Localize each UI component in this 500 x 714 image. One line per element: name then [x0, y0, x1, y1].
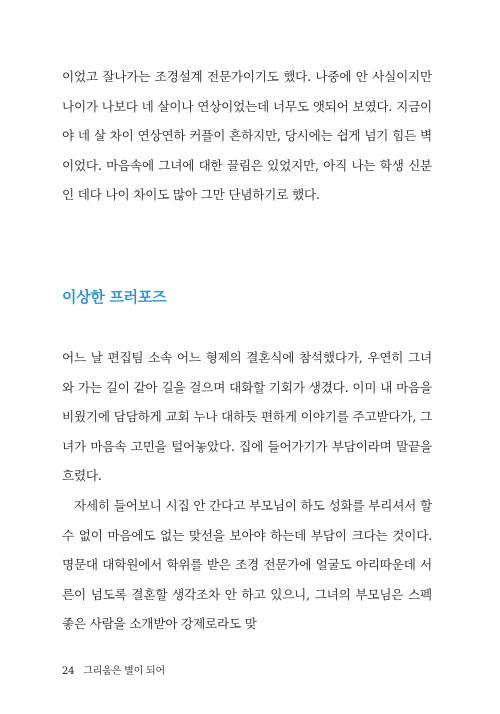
body-paragraph-2: 어느 날 편집팀 소속 어느 형제의 결혼식에 참석했다가, 우연히 그녀와 가는 길이 같아 길을 걸으며 대화할 기회가 생겼다. 이미 내 마음을 비웠기에 담담하게 교회 누나 대하듯 편하게 이야기를 주고받다가, 그녀가 마음속 고민을 털어놓았다. 집에 들어가기가 부담이라며 말끝을 흐렸다. — [62, 350, 432, 483]
section-heading: 이상한 프러포즈 — [62, 288, 167, 306]
running-title: 그리움은 별이 되어 — [83, 666, 165, 677]
body-paragraph-3: 자세히 들어보니 시집 안 간다고 부모님이 하도 성화를 부리셔서 할 수 없이 마음에도 없는 맞선을 보아야 하는데 부담이 크다는 것이다. 명문대 대학원에서 학위를 받은 조경 전문가에 얼굴도 아리따운데 서른이 넘도록 결혼할 생각조차 안 하고 있으니, 그녀의 부모님은 스펙 좋은 사람을 소개받아 강제로라도 맞 — [62, 498, 432, 631]
page-number: 24 — [62, 666, 75, 677]
page-footer — [62, 662, 165, 677]
body-paragraph-1: 이었고 잘나가는 조경설계 전문가이기도 했다. 나중에 안 사실이지만 나이가 나보다 네 살이나 연상이었는데 너무도 앳되어 보였다. 지금이야 네 살 차이 연상연하 커플이 흔하지만, 당시에는 쉽게 넘기 힘든 벽이었다. 마음속에 그녀에 대한 끌림은 있었지만, 아직 나는 학생 신분인 데다 나이 차이도 많아 그만 단념하기로 했다. — [62, 69, 432, 202]
